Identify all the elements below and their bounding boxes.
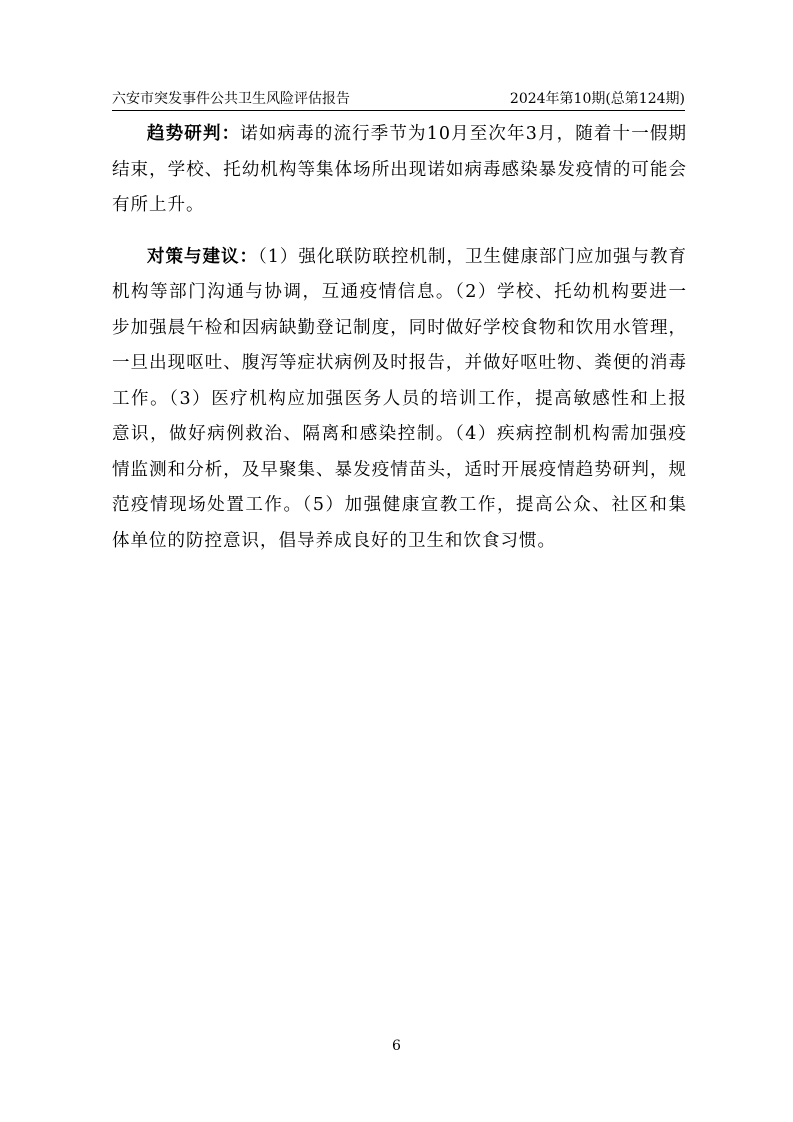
paragraph-lead-countermeasures: 对策与建议： <box>147 246 259 267</box>
paragraph-lead-trend: 趋势研判： <box>147 124 241 144</box>
paragraph-trend-analysis <box>112 117 687 224</box>
header-report-title: 六安市突发事件公共卫生风险评估报告 <box>112 91 350 107</box>
page-number: 6 <box>392 1038 401 1054</box>
document-body <box>112 117 687 559</box>
paragraph-text-countermeasures: （1）强化联防联控机制，卫生健康部门应加强与教育机构等部门沟通与协调，互通疫情信息。（2）学校、托幼机构要进一步加强晨午检和因病缺勤登记制度，同时做好学校食物和饮用水管理，一旦出现呕吐、腹泻等症状病例及时报告，并做好呕吐物、粪便的消毒工作。（3）医疗机构应加强医务人员的培训工作，提高敏感性和上报意识，做好病例救治、隔离和感染控制。（4）疾病控制机构需加强疫情监测和分析，及早聚集、暴发疫情苗头，适时开展疫情趋势研判，规范疫情现场处置工作。（5）加强健康宣教工作，提高公众、社区和集体单位的防控意识，倡导养成良好的卫生和饮食习惯。 <box>112 246 688 551</box>
header-issue-number: 2024年第10期(总第124期) <box>509 91 685 107</box>
paragraph-countermeasures <box>112 240 687 560</box>
paragraph-text-trend: 诺如病毒的流行季节为10月至次年3月，随着十一假期结束，学校、托幼机构等集体场所出现诺如病毒感染暴发疫情的可能会有所上升。 <box>112 124 687 215</box>
page-header <box>112 88 685 111</box>
